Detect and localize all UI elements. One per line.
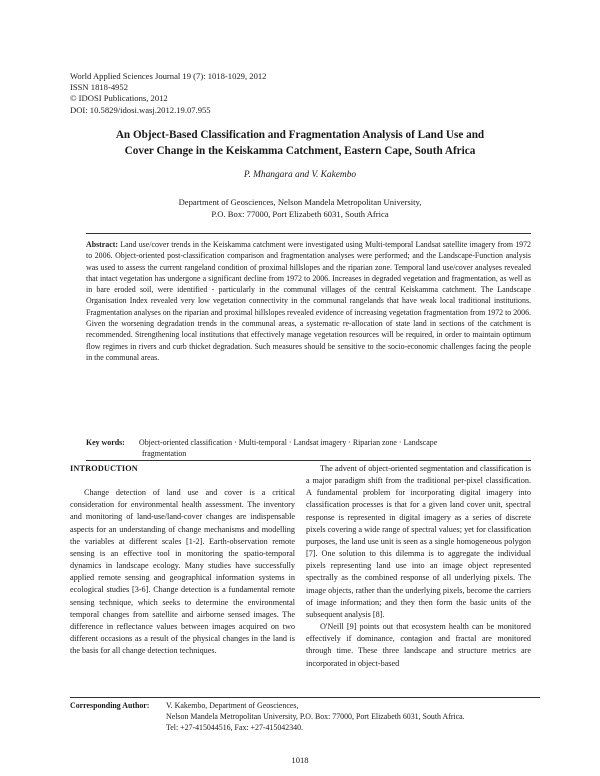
keywords-label: Key words: bbox=[86, 438, 125, 447]
keywords-bottom-rule bbox=[86, 460, 531, 461]
corresponding-details bbox=[166, 700, 536, 734]
corresponding-line-3: Tel: +27-415044516, Fax: +27-415042340. bbox=[166, 723, 303, 733]
title-line-1: An Object-Based Classification and Fragmentation Analysis of Land Use and bbox=[115, 129, 485, 141]
abstract-top-rule bbox=[86, 233, 531, 234]
issn: ISSN 1818-4952 bbox=[70, 82, 129, 93]
abstract bbox=[86, 239, 531, 363]
intro-paragraph-2: The advent of object-oriented segmentation and classification is a major paradigm shift from the traditional per-pixel classification. A fundamental problem for incorporating digital imagery into classification processes is that for a given land cover unit, spectral response is represented in digital imagery as a series of discrete pixels covering a wide range of spectral values; yet for classification purposes, the land use unit is seen as a single homogeneous polygon [7]. One solution to this dilemma is to aggregate the individual pixels representing land use into an image object represented spectrally as the combined response of all underlying pixels. The image objects, rather than the underlying pixels, become the carriers of image information; and they then form the basic units of the subsequent analysis [8]. bbox=[306, 464, 531, 619]
footer-rule bbox=[70, 697, 540, 698]
introduction-heading: INTRODUCTION bbox=[70, 464, 138, 473]
keywords bbox=[86, 437, 531, 460]
intro-paragraph-3: O'Neill [9] points out that ecosystem health can be monitored effectively if dominance, contagion and fractal are monitored through time. These three landscape and structure metrics are incorporated in object-based bbox=[306, 622, 531, 668]
journal-line: World Applied Sciences Journal 19 (7): 1018-1029, 2012 bbox=[70, 71, 267, 81]
column-left bbox=[70, 463, 295, 657]
copyright: © IDOSI Publications, 2012 bbox=[70, 93, 168, 104]
page-number: 1018 bbox=[291, 755, 309, 765]
keywords-line-1: Object-oriented classification · Multi-temporal · Landsat imagery · Riparian zone · Landscape bbox=[139, 438, 438, 447]
affiliation-line-1: Department of Geosciences, Nelson Mandela Metropolitan University, bbox=[178, 197, 422, 207]
abstract-text: Land use/cover trends in the Keiskamma catchment were investigated using Multi-temporal Landsat satellite imagery from 1972 to 2006. Object-oriented post-classification comparison and fragmentation analyses were performed; and the Landscape-Function analysis was used to assess the current rangeland condition of proximal hillslopes and the riparian zone. Temporal land use/cover analyses revealed that intact vegetation has undergone a significant decline from 1972 to 2006. Increases in degraded vegetation and fragmentation, as well as in bare eroded soil, were identified - particularly in the communal villages of the central Keiskamma catchment. The Landscape Organisation Index revealed very low vegetation connectivity in the communal rangelands that have weak local traditional institutions. Fragmentation analyses on the riparian and proximal hillslopes revealed evidence of increasing vegetation fragmentation from 1972 to 2006. Given the worsening degradation trends in the communal areas, a systematic re-allocation of state land in sections of the catchment is recommended. Strengthening local institutions that effectively manage vegetation resources will be required, in order to maintain optimum flow regimes in rivers and curb thicket degradation. Such measures should be sensitive to the socio-economic challenges facing the people in the communal areas. bbox=[86, 240, 531, 362]
title-line-2: Cover Change in the Keiskamma Catchment, Eastern Cape, South Africa bbox=[124, 145, 476, 157]
corresponding-line-1: V. Kakembo, Department of Geosciences, bbox=[166, 701, 299, 710]
affiliation bbox=[0, 197, 600, 220]
corresponding-label: Corresponding Author: bbox=[70, 701, 150, 710]
corresponding-line-2: Nelson Mandela Metropolitan University, P.O. Box: 77000, Port Elizabeth 6031, South Africa. bbox=[166, 712, 465, 722]
paper-title bbox=[60, 127, 540, 159]
journal-header bbox=[70, 71, 266, 116]
affiliation-line-2: P.O. Box: 77000, Port Elizabeth 6031, South Africa bbox=[211, 208, 389, 219]
column-right bbox=[306, 463, 531, 670]
doi: DOI: 10.5829/idosi.wasj.2012.19.07.955 bbox=[70, 104, 211, 115]
intro-paragraph-1: Change detection of land use and cover is a critical consideration for environmental health assessment. The inventory and monitoring of land-use/land-cover changes are indispensable aspects for an understanding of change mechanisms and modelling the variables at different scales [1-2]. Earth-observation remote sensing is an effective tool in monitoring the spatio-temporal dynamics in landscape ecology. Many studies have successfully applied remote sensing and geographical information systems in ecological studies [3-6]. Change detection is a fundamental remote sensing technique, which seeks to determine the environmental temporal changes from satellite and airborne sensed images. The difference in reflectance values between images acquired on two different occasions as a result of the physical changes in the land is the basis for all change detection techniques. bbox=[70, 488, 295, 656]
abstract-label: Abstract: bbox=[86, 240, 118, 249]
corresponding-author bbox=[70, 700, 540, 734]
authors: P. Mhangara and V. Kakembo bbox=[243, 170, 357, 180]
keywords-line-2: fragmentation bbox=[142, 449, 187, 459]
